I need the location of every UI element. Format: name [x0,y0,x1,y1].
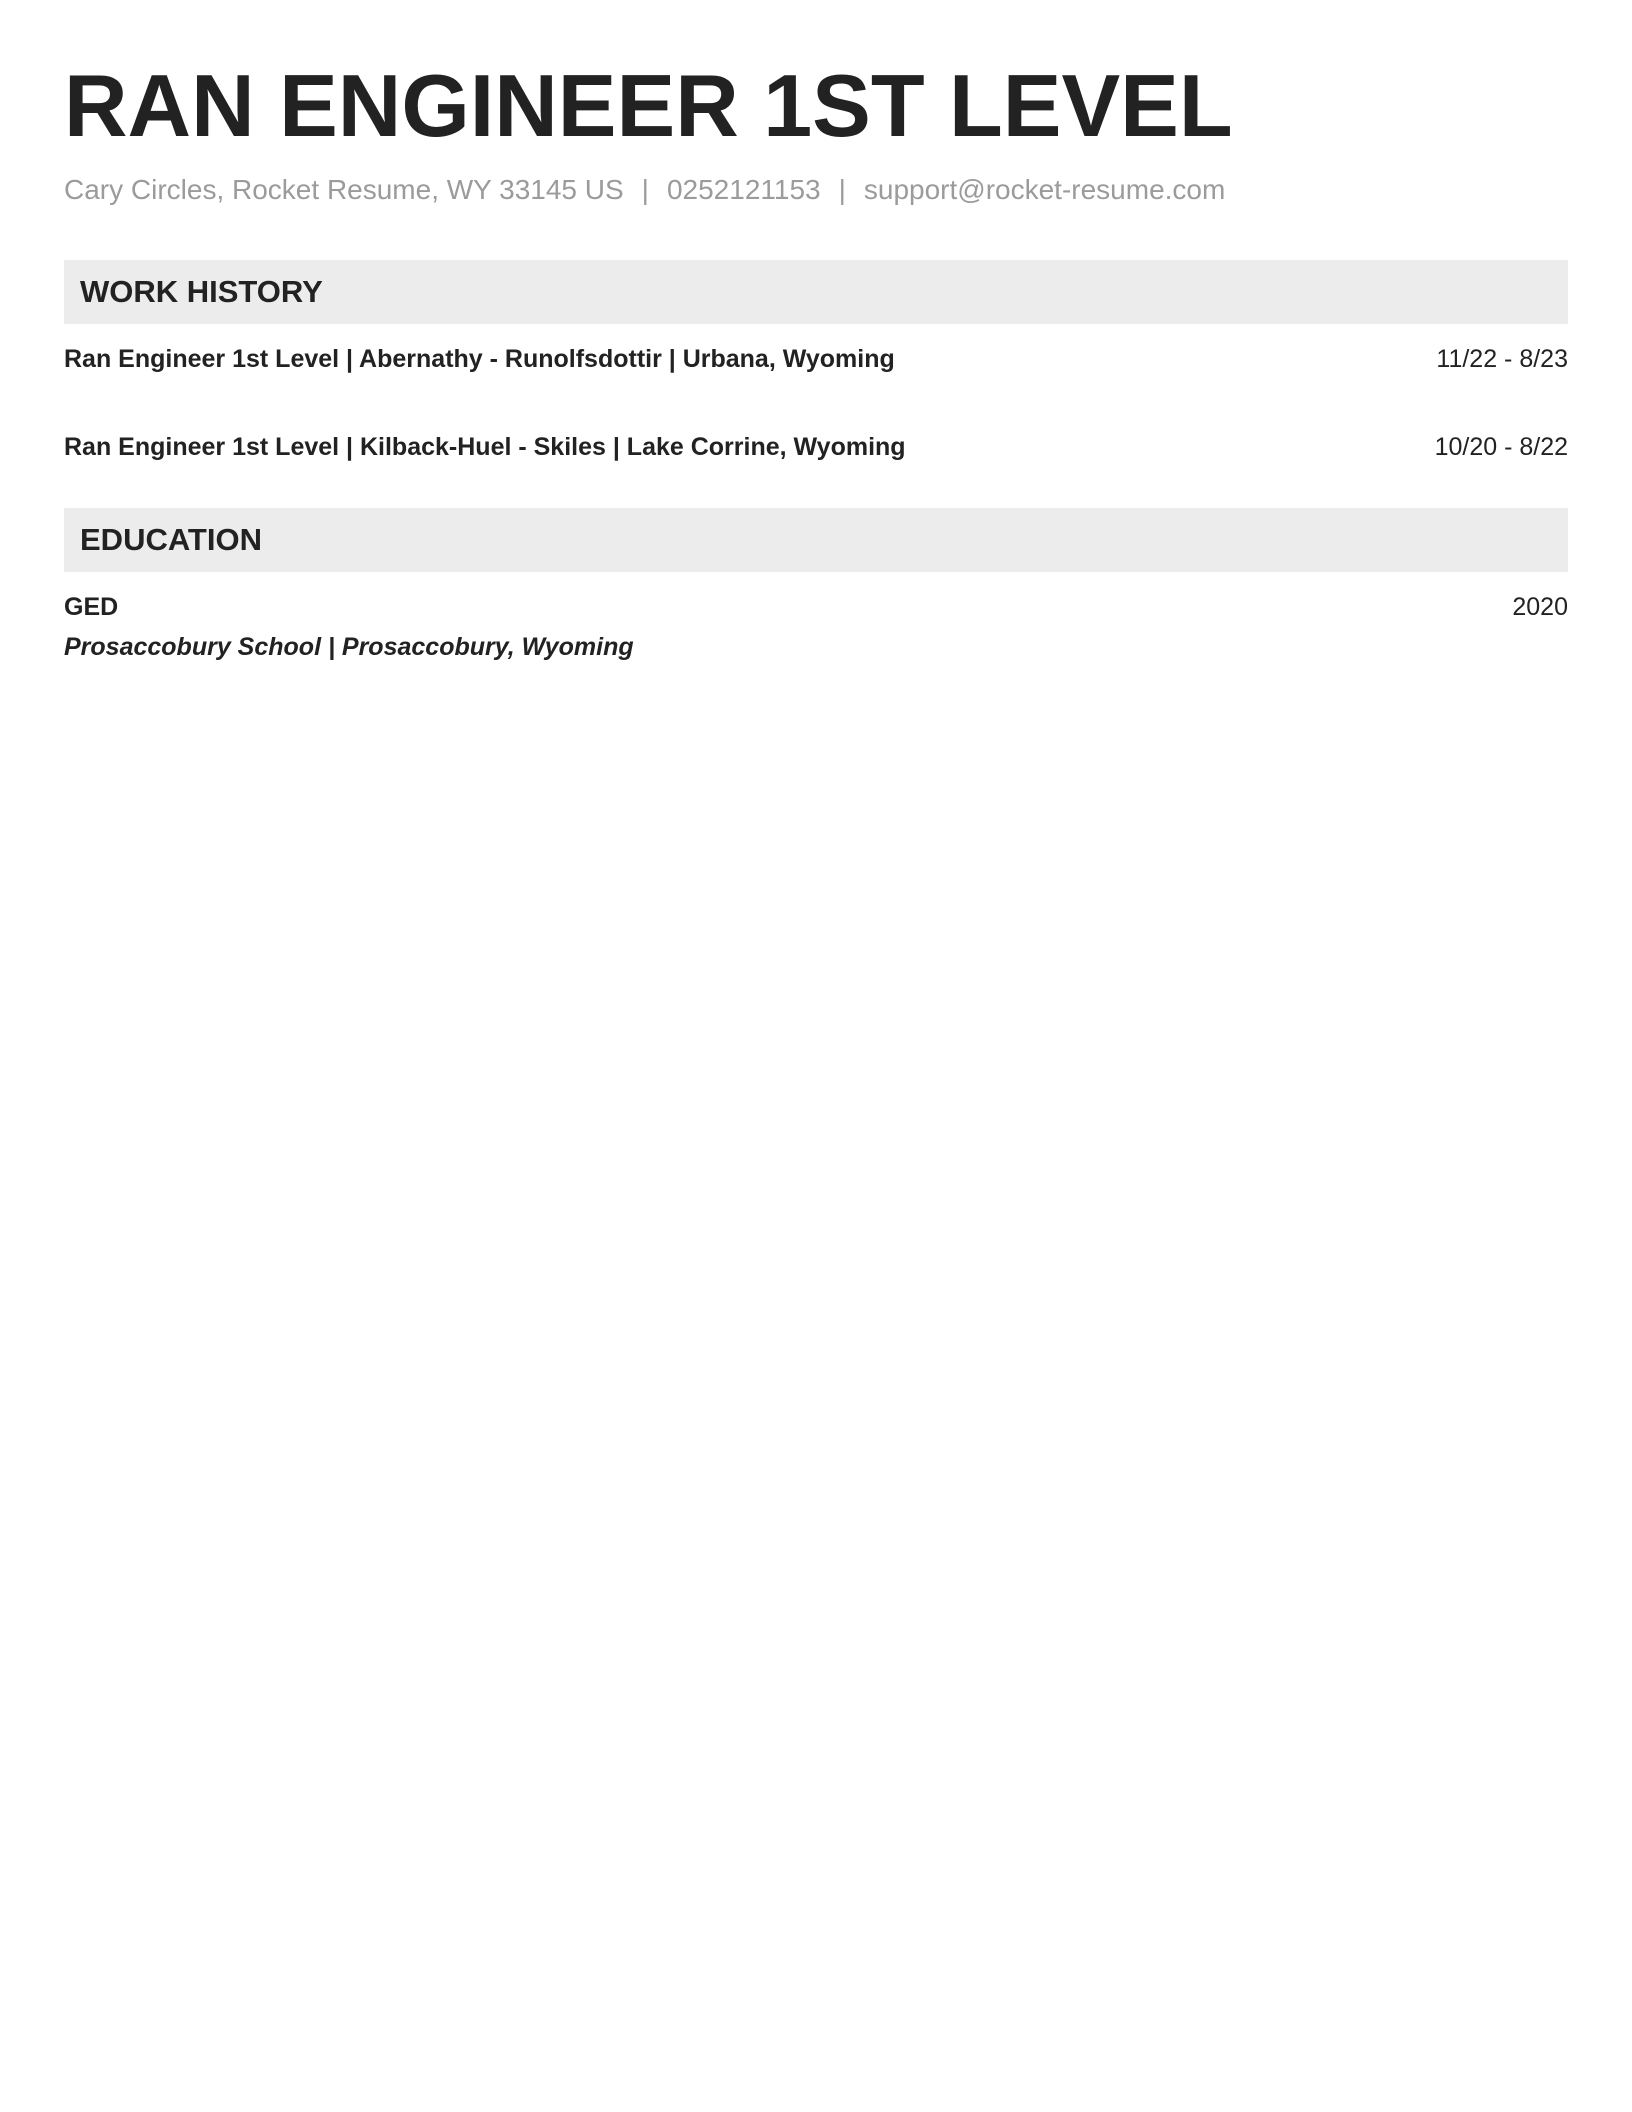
contact-email: support@rocket-resume.com [863,174,1226,205]
work-history-heading: WORK HISTORY [64,260,1568,324]
resume-name: RAN ENGINEER 1ST LEVEL [64,56,1233,155]
job-title: Ran Engineer 1st Level | Kilback-Huel - Skiles | Lake Corrine, Wyoming [64,433,906,461]
job-dates: 11/22 - 8/23 [1436,345,1568,373]
education-year: 2020 [1512,593,1568,621]
contact-line [64,172,1568,208]
contact-separator: | [838,174,846,205]
job-dates: 10/20 - 8/22 [1434,433,1568,461]
contact-phone: 0252121153 [666,174,821,205]
contact-separator: | [641,174,649,205]
education-degree: GED [64,593,119,621]
job-title: Ran Engineer 1st Level | Abernathy - Runolfsdottir | Urbana, Wyoming [64,345,895,373]
education-school: Prosaccobury School | Prosaccobury, Wyoming [64,633,634,661]
job-entry [64,342,1568,376]
contact-address: Cary Circles, Rocket Resume, WY 33145 US [64,174,624,205]
job-entry [64,430,1568,464]
education-entry [64,590,1568,624]
education-heading: EDUCATION [64,508,1568,572]
